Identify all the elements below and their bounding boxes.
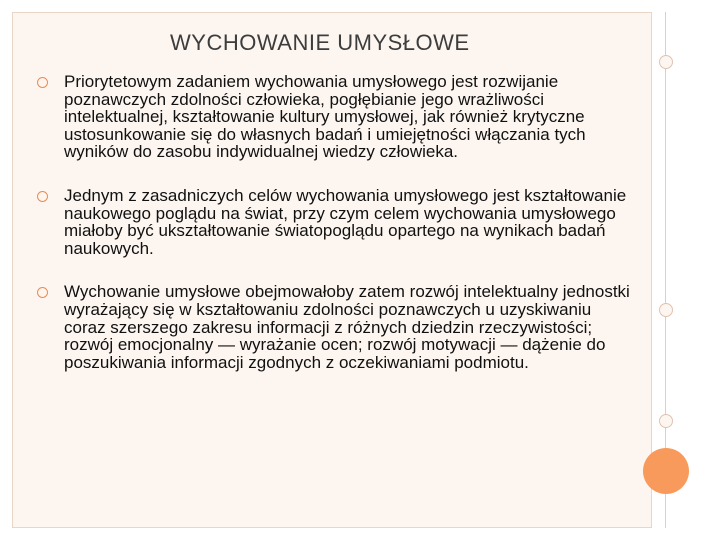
list-item [36,73,636,161]
bullet-text: Wychowanie umysłowe obejmowałoby zatem rozwój intelektualny jednostki wyrażający się w kształtowaniu zdolności poznawczych u uzyskiwaniu coraz szerszego zakresu informacji z różnych dziedzin rzeczywistości; rozwój emocjonalny — wyrażanie ocen; rozwój motywacji — dążenie do poszukiwania informacji zgodnych z oczekiwaniami podmiotu. [64,282,630,372]
circle-bullet-icon [37,77,48,88]
page-title: WYCHOWANIE UMYSŁOWE [170,30,470,55]
list-item [36,283,636,371]
circle-bullet-icon [37,287,48,298]
bullet-text: Priorytetowym zadaniem wychowania umysłowego jest rozwijanie poznawczych zdolności człowieka, pogłębianie jego wrażliwości intelektualnej, kształtowanie kultury umysłowej, jak również krytyczne ustosunkowanie się do własnych badań i umiejętności włączania tych wyników do zasobu indywidualnej wiedzy człowieka. [64,72,586,162]
list-item [36,187,636,257]
bullet-text: Jednym z zasadniczych celów wychowania umysłowego jest kształtowanie naukowego poglądu na świat, przy czym celem wychowania umysłowego miałoby być ukształtowanie światopoglądu opartego na wynikach badań naukowych. [64,185,627,258]
accent-circle-icon [643,448,689,494]
sidebar-circle-icon [659,303,673,317]
bullet-list [36,73,636,397]
circle-bullet-icon [37,191,48,202]
sidebar-circle-icon [659,55,673,69]
sidebar-circle-icon [659,414,673,428]
